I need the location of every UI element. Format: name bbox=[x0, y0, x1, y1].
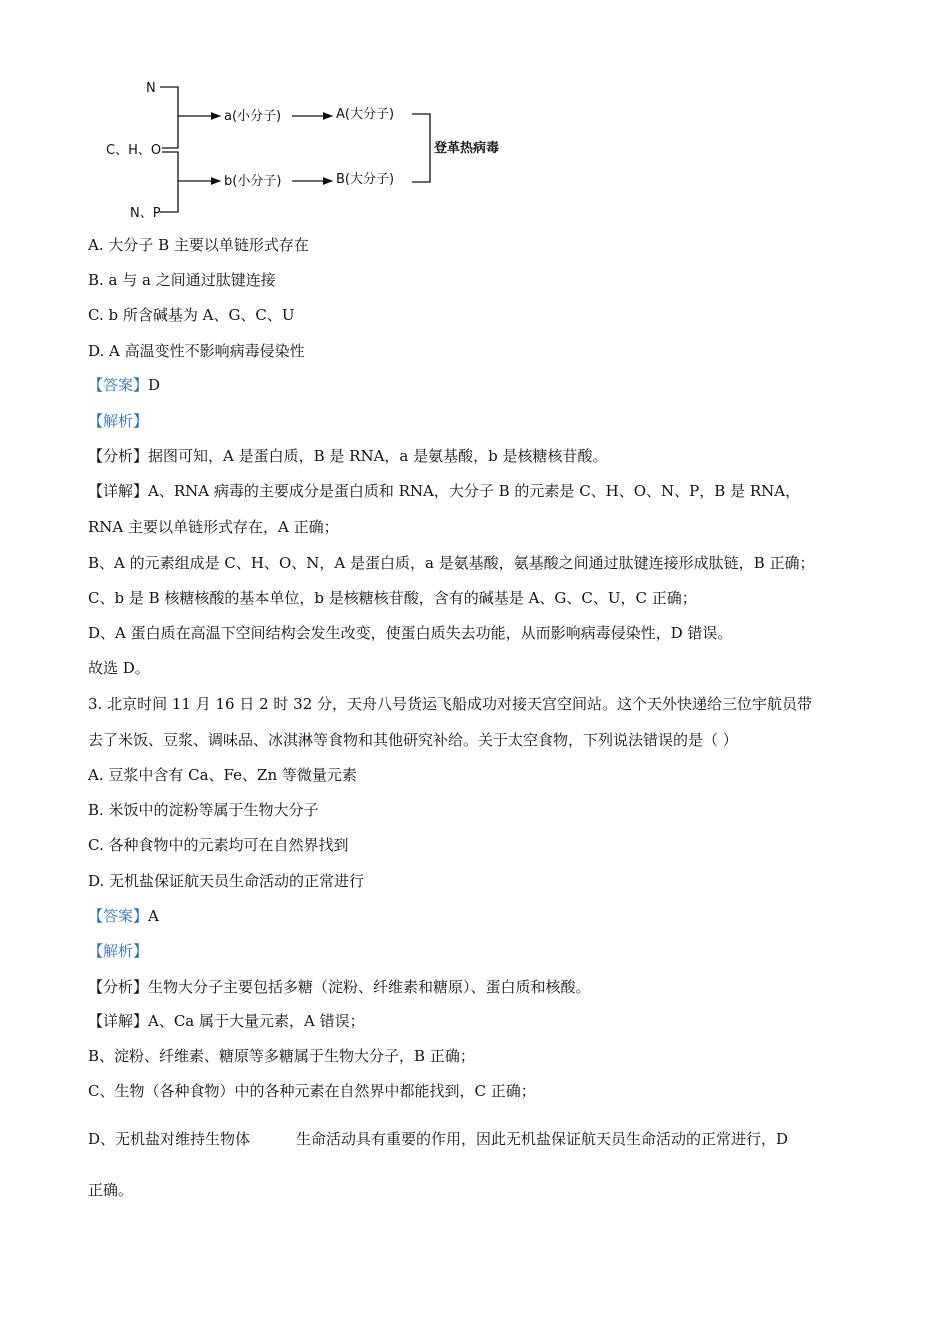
q3-analysis: 【分析】生物大分子主要包括多糖（淀粉、纤维素和糖原）、蛋白质和核酸。 bbox=[88, 978, 591, 996]
large-molecule-b-label: B(大分子) bbox=[336, 172, 395, 187]
small-molecule-a-label: a(小分子) bbox=[224, 109, 282, 124]
q3-option-c: C. 各种食物中的元素均可在自然界找到 bbox=[88, 836, 349, 854]
q2-answer-tag: 【答案】 bbox=[88, 376, 149, 394]
small-molecule-b-label: b(小分子) bbox=[224, 174, 282, 189]
dengue-virus-label: 登革热病毒 bbox=[434, 141, 500, 156]
q3-stem-line-2: 去了米饭、豆浆、调味品、冰淇淋等食物和其他研究补给。关于太空食物，下列说法错误的是（ ） bbox=[88, 731, 738, 749]
q3-answer-line bbox=[88, 906, 159, 926]
q3-answer-value: A bbox=[148, 907, 159, 925]
q2-detail-c: C、b 是 B 核糖核酸的基本单位，b 是核糖核苷酸，含有的碱基是 A、G、C、U，C 正确； bbox=[88, 589, 697, 607]
q2-option-b: B. a 与 a 之间通过肽键连接 bbox=[88, 271, 276, 289]
q2-answer-value: D bbox=[148, 376, 161, 394]
q3-detail-b: B、淀粉、纤维素、糖原等多糖属于生物大分子，B 正确； bbox=[88, 1047, 475, 1065]
q3-detail-d-end: 正确。 bbox=[88, 1181, 134, 1199]
q3-explain-line bbox=[88, 941, 148, 961]
q3-explain-tag: 【解析】 bbox=[88, 942, 149, 960]
virus-composition-diagram bbox=[100, 72, 520, 222]
element-np-label: N、P bbox=[130, 206, 161, 221]
q2-detail-2: RNA 主要以单链形式存在，A 正确； bbox=[88, 518, 339, 536]
q3-answer-tag: 【答案】 bbox=[88, 907, 149, 925]
q2-answer-line bbox=[88, 375, 160, 395]
q3-detail-d-pre: D、无机盐对维持生物体 bbox=[88, 1130, 251, 1148]
q2-option-c: C. b 所含碱基为 A、G、C、U bbox=[88, 306, 295, 324]
q3-option-a: A. 豆浆中含有 Ca、Fe、Zn 等微量元素 bbox=[88, 766, 357, 784]
element-cho-label: C、H、O bbox=[106, 143, 162, 158]
diagram-svg bbox=[100, 72, 520, 222]
right-bracket-line bbox=[412, 114, 430, 182]
q2-detail-1: 【详解】A、RNA 病毒的主要成分是蛋白质和 RNA，大分子 B 的元素是 C、H、O、N、P，B 是 RNA， bbox=[88, 482, 801, 500]
top-bracket-line bbox=[160, 87, 178, 148]
q2-option-a: A. 大分子 B 主要以单链形式存在 bbox=[88, 236, 309, 254]
q3-detail-a: 【详解】A、Ca 属于大量元素，A 错误； bbox=[88, 1012, 365, 1030]
q3-option-d: D. 无机盐保证航天员生命活动的正常进行 bbox=[88, 872, 365, 890]
q2-detail-d: D、A 蛋白质在高温下空间结构会发生改变，使蛋白质失去功能，从而影响病毒侵染性，D 错误。 bbox=[88, 624, 733, 642]
q3-stem-line-1: 3. 北京时间 11 月 16 日 2 时 32 分，天舟八号货运飞船成功对接天宫空间站。这个天外快递给三位宇航员带 bbox=[88, 695, 813, 713]
q3-option-b: B. 米饭中的淀粉等属于生物大分子 bbox=[88, 801, 319, 819]
q2-conclusion: 故选 D。 bbox=[88, 659, 150, 677]
bottom-bracket-line bbox=[160, 152, 178, 212]
element-n-label: N bbox=[146, 81, 156, 96]
q2-detail-b: B、A 的元素组成是 C、H、O、N，A 是蛋白质，a 是氨基酸，氨基酸之间通过肽键连接形成肽链，B 正确； bbox=[88, 554, 815, 572]
q2-option-d: D. A 高温变性不影响病毒侵染性 bbox=[88, 342, 305, 360]
q3-detail-c: C、生物（各种食物）中的各种元素在自然界中都能找到，C 正确； bbox=[88, 1082, 536, 1100]
q3-detail-d-post: 生命活动具有重要的作用，因此无机盐保证航天员生命活动的正常进行，D bbox=[296, 1130, 789, 1148]
q3-detail-d-line bbox=[88, 1129, 788, 1149]
q2-explain-tag: 【解析】 bbox=[88, 412, 149, 430]
q2-explain-line bbox=[88, 411, 148, 431]
q2-analysis: 【分析】据图可知，A 是蛋白质，B 是 RNA，a 是氨基酸，b 是核糖核苷酸。 bbox=[88, 447, 608, 465]
large-molecule-a-label: A(大分子) bbox=[336, 107, 395, 122]
